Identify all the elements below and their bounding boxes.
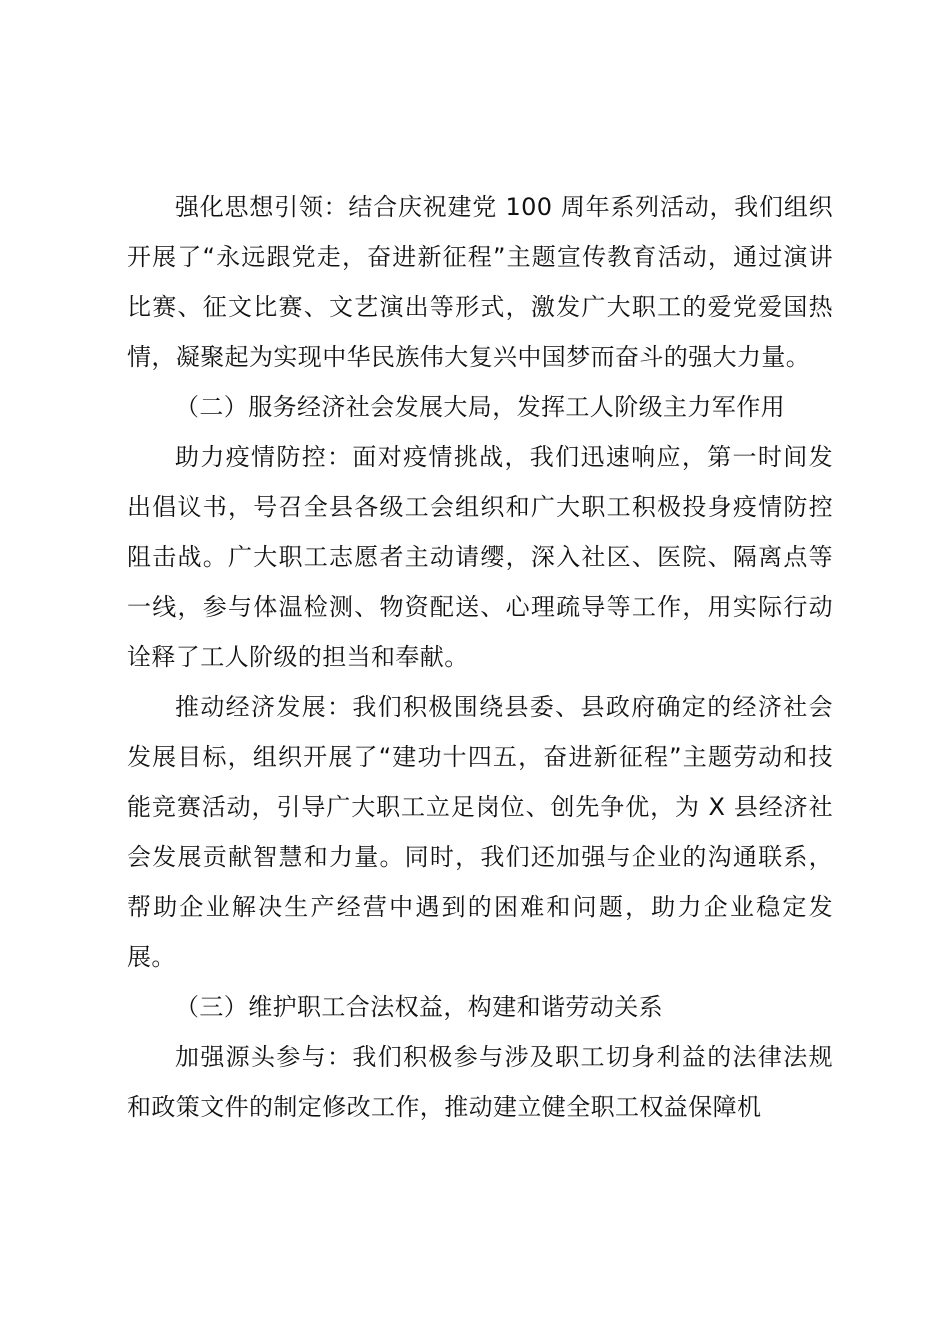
paragraph-ideological-guidance: 强化思想引领：结合庆祝建党 100 周年系列活动，我们组织开展了“永远跟党走，奋进新征程”主题宣传教育活动，通过演讲比赛、征文比赛、文艺演出等形式，激发广大职工的爱党爱国热情，凝聚起为实现中华民族伟大复兴中国梦而奋斗的强大力量。 — [127, 193, 833, 371]
document-body — [127, 182, 833, 1132]
paragraph-economic-development: 推动经济发展：我们积极围绕县委、县政府确定的经济社会发展目标，组织开展了“建功十四五，奋进新征程”主题劳动和技能竞赛活动，引导广大职工立足岗位、创先争优，为 X 县经济社会发展贡献智慧和力量。同时，我们还加强与企业的沟通联系，帮助企业解决生产经营中遇到的困难和问题，助力企业稳定发展。 — [127, 693, 833, 971]
section-heading-3: （三）维护职工合法权益，构建和谐劳动关系 — [175, 993, 663, 1021]
section-heading-2: （二）服务经济社会发展大局，发挥工人阶级主力军作用 — [175, 393, 785, 421]
paragraph-epidemic-prevention: 助力疫情防控：面对疫情挑战，我们迅速响应，第一时间发出倡议书，号召全县各级工会组织和广大职工积极投身疫情防控阻击战。广大职工志愿者主动请缨，深入社区、医院、隔离点等一线，参与体温检测、物资配送、心理疏导等工作，用实际行动诠释了工人阶级的担当和奉献。 — [127, 443, 833, 671]
paragraph-source-participation: 加强源头参与：我们积极参与涉及职工切身利益的法律法规和政策文件的制定修改工作，推动建立健全职工权益保障机 — [127, 1043, 833, 1121]
